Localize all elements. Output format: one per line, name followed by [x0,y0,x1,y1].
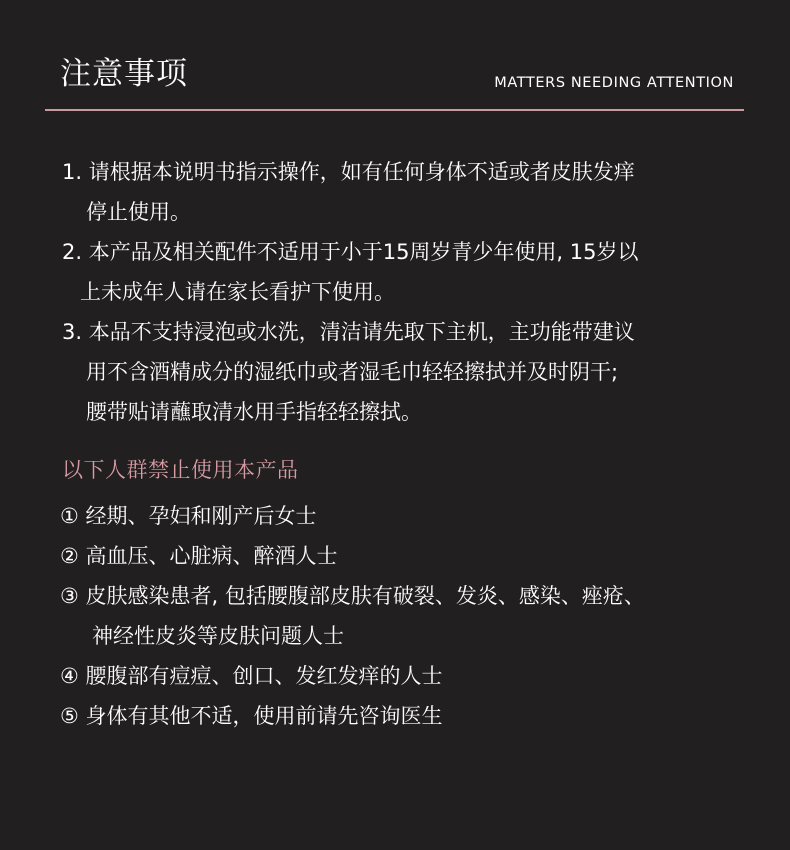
page-subtitle: MATTERS NEEDING ATTENTION [494,75,734,91]
note-2-line-1: 2. 本产品及相关配件不适用于小于15周岁青少年使用, 15岁以 [62,240,639,264]
forbidden-item-1: ① 经期、孕妇和刚产后女士 [60,504,317,528]
note-3-line-3: 腰带贴请蘸取清水用手指轻轻擦拭。 [86,400,422,424]
forbidden-item-4: ④ 腰腹部有痘痘、创口、发红发痒的人士 [60,664,443,688]
note-1-line-1: 1. 请根据本说明书指示操作，如有任何身体不适或者皮肤发痒 [62,160,635,184]
forbidden-item-5: ⑤ 身体有其他不适，使用前请先咨询医生 [60,704,443,728]
forbidden-item-2: ② 高血压、心脏病、醉酒人士 [60,544,338,568]
forbidden-list [60,496,760,736]
forbidden-item-3-line-1: ③ 皮肤感染患者, 包括腰腹部皮肤有破裂、发炎、感染、痤疮、 [60,584,645,608]
forbidden-item-3-line-2: 神经性皮炎等皮肤问题人士 [92,624,344,648]
note-3-line-2: 用不含酒精成分的湿纸巾或者湿毛巾轻轻擦拭并及时阴干; [86,360,619,384]
note-2-line-2: 上未成年人请在家长看护下使用。 [80,280,395,304]
forbidden-heading: 以下人群禁止使用本产品 [62,458,299,482]
note-1-line-2: 停止使用。 [86,200,191,224]
page-title: 注意事项 [60,56,188,92]
title-divider [45,109,744,111]
notes-list [62,152,752,432]
note-3-line-1: 3. 本品不支持浸泡或水洗，清洁请先取下主机，主功能带建议 [62,320,635,344]
